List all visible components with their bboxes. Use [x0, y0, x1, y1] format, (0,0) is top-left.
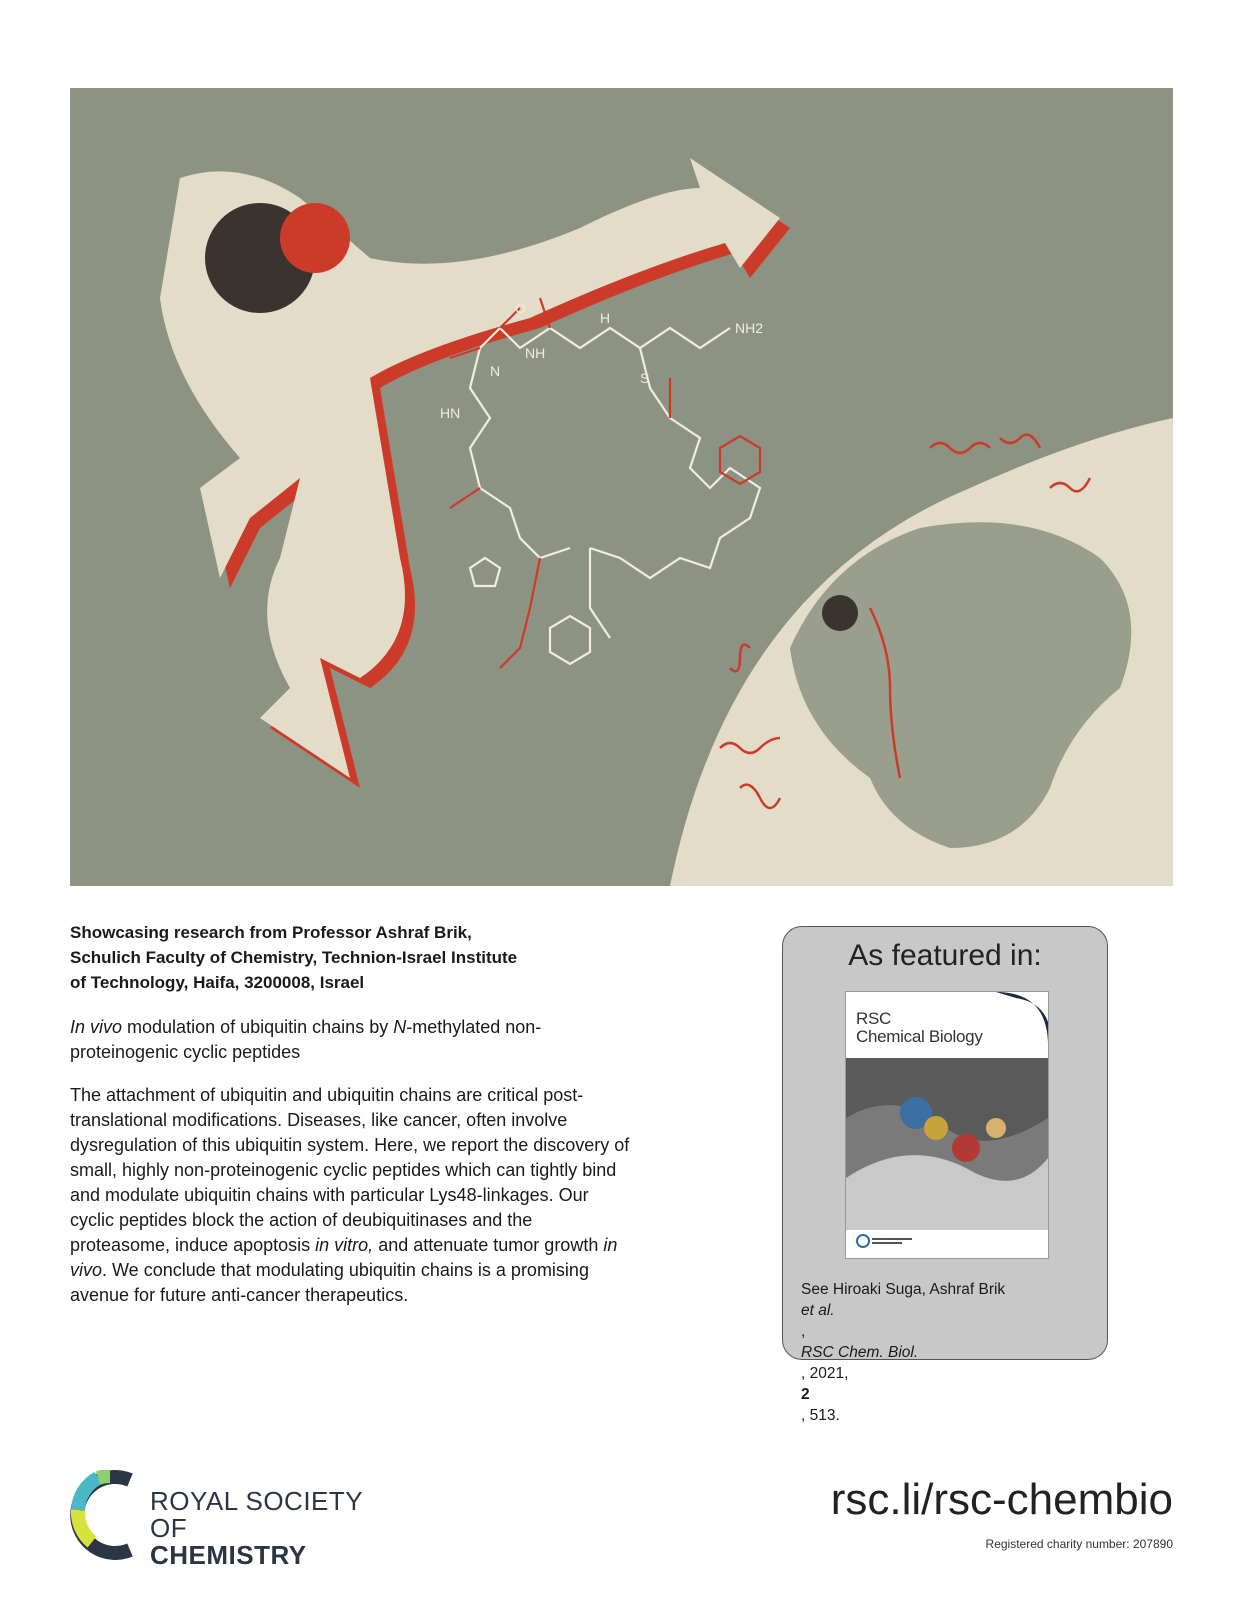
- research-info: [70, 920, 630, 1308]
- charity-number: Registered charity number: 207890: [985, 1537, 1173, 1551]
- logo-line-bold: CHEMISTRY: [150, 1540, 307, 1570]
- logo-line: [150, 1515, 363, 1569]
- paper-title: [70, 1015, 630, 1065]
- citation-line: [801, 1279, 1005, 1342]
- cover-artwork: [70, 88, 1173, 886]
- atom-label-nh: NH: [525, 345, 546, 361]
- atom-label-h: H: [600, 310, 611, 326]
- showcase-heading: [70, 920, 630, 995]
- abstract: [70, 1083, 630, 1308]
- journal-cover-footer: [856, 1234, 916, 1250]
- citation: [801, 1279, 1005, 1426]
- atom-label-o: O: [515, 300, 526, 316]
- title-italic: N: [393, 1017, 407, 1037]
- title-italic: In vivo: [70, 1017, 123, 1037]
- atom-label-hn: HN: [440, 405, 461, 421]
- atom-label-n: N: [490, 363, 501, 379]
- atom-label-nh2: NH2: [735, 320, 764, 336]
- logo-line-prefix: OF: [150, 1513, 188, 1543]
- showcase-line: Schulich Faculty of Chemistry, Technion-Israel Institute: [70, 948, 518, 967]
- small-protein: [822, 595, 858, 631]
- journal-cover-title: [856, 1010, 983, 1046]
- site-url[interactable]: rsc.li/rsc-chembio: [830, 1475, 1173, 1524]
- abstract-text: and attenuate tumor growth: [373, 1235, 604, 1255]
- citation-volume: 2: [801, 1386, 810, 1403]
- rsc-logo-icon: [70, 1470, 140, 1560]
- featured-in-box: [782, 926, 1108, 1424]
- abstract-italic: in vivo: [70, 1235, 618, 1280]
- logo-line: ROYAL SOCIETY: [150, 1486, 364, 1516]
- citation-text: See Hiroaki Suga, Ashraf Brik: [801, 1281, 1006, 1298]
- citation-text: ,: [801, 1323, 806, 1340]
- abstract-text: . We conclude that modulating ubiquitin chains is a promising avenue for future anti-cancer therapeutics.: [70, 1260, 589, 1305]
- citation-line: [801, 1342, 1005, 1426]
- featured-title: As featured in:: [848, 939, 1042, 972]
- journal-cover-title-line: RSC: [856, 1009, 891, 1028]
- citation-pages: , 513.: [801, 1407, 840, 1424]
- journal-cover-image: [846, 1058, 1048, 1230]
- abstract-italic: in vitro,: [315, 1235, 374, 1255]
- rsc-logo[interactable]: [70, 1470, 370, 1570]
- title-text: -methylated non-proteinogenic cyclic peptides: [70, 1017, 542, 1062]
- abstract-text: The attachment of ubiquitin and ubiquitin chains are critical post-translational modifications. Diseases, like cancer, often involve dysregulation of this ubiquitin system. Here, we report the discovery of small, highly non-proteinogenic cyclic peptides which can tightly bind and modulate ubiquitin chains with particular Lys48-linkages. Our cyclic peptides block the action of deubiquitinases and the proteasome, induce apoptosis: [70, 1085, 630, 1255]
- showcase-line: of Technology, Haifa, 3200008, Israel: [70, 973, 365, 992]
- citation-year: , 2021,: [801, 1365, 849, 1382]
- showcase-line: Showcasing research from Professor Ashraf Brik,: [70, 923, 472, 942]
- logo-wordmark: [150, 1488, 363, 1569]
- journal-cover[interactable]: [845, 991, 1049, 1259]
- citation-journal: RSC Chem. Biol.: [801, 1344, 919, 1361]
- atom-label-s: S: [640, 370, 650, 386]
- title-text: modulation of ubiquitin chains by: [122, 1017, 394, 1037]
- journal-cover-title-line: Chemical Biology: [856, 1027, 983, 1046]
- citation-etal: et al.: [801, 1302, 835, 1319]
